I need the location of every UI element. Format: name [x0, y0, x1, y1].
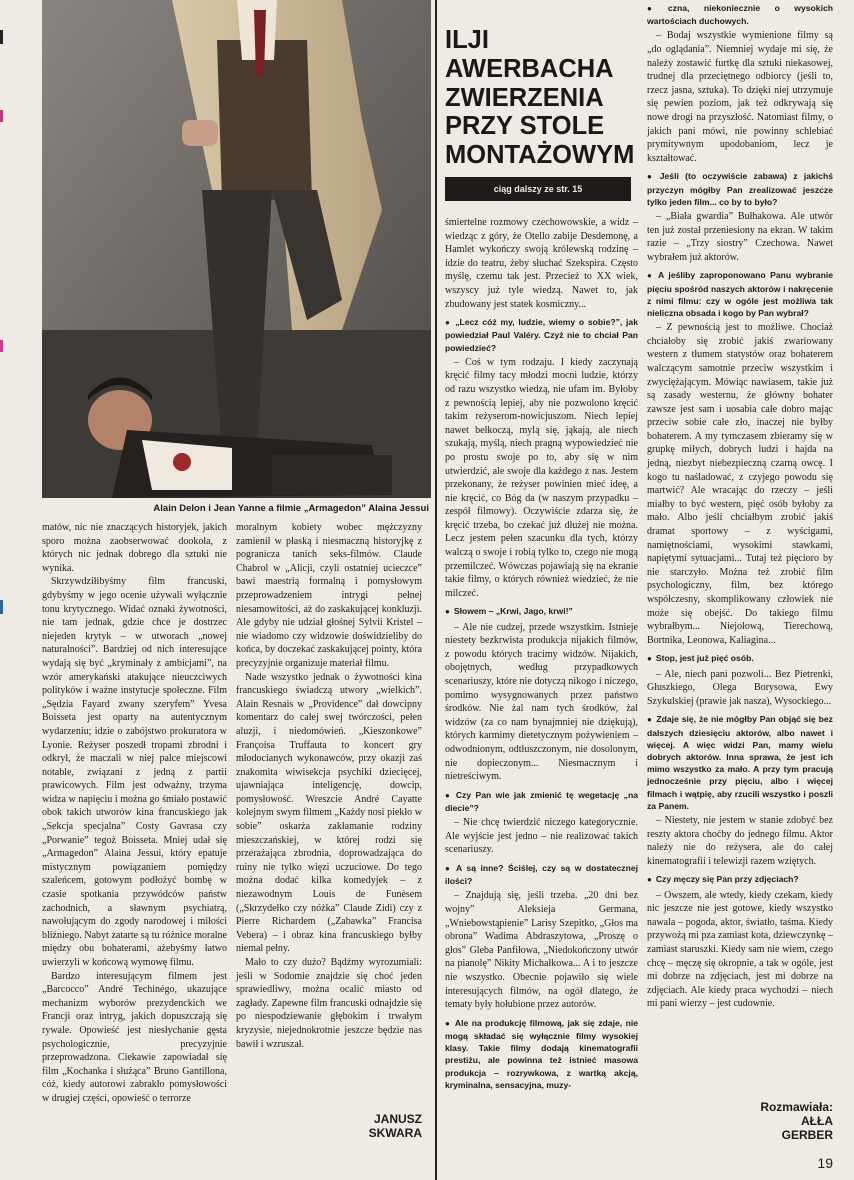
- interviewer-last-name: GERBER: [781, 1128, 833, 1142]
- interview-question: ● Czy Pan wie jak zmienić tę wegetację „na diecie”?: [445, 789, 638, 814]
- interview-answer: – Bodaj wszystkie wymienione filmy są „do oglądania”. Niemniej wydaje mi się, że należy zostawić furtkę dla sztuki niekasowej, trudnej dla przeciętnego odbiorcy (jeśli to, rzecz jasna, sztuka). To dzięki niej utrzymuje się pewien poziom, jak też odkrywają się nowe drogi na przyszłość. Natomiast filmy, o jakich pani mówi, nie powinny schlebiać prymitywnym upodobaniom, lecz je kształtować.: [647, 30, 833, 164]
- interviewer-credit: [700, 1100, 833, 1142]
- interview-answer: – Coś w tym rodzaju. I kiedy zaczynają kręcić filmy tacy młodzi mocni ludzie, którzy od razu wszystko wiedzą, nie ufam im. Byłoby z pewnością lepiej, aby nie pozwolono kręcić takim reżyserom-nowicjuszom. Niech lepiej nawet bełkoczą, mylą się, jąkają, ale niech szukają, myślą, niech pragną wypowiedzieć nie po prostu swoje po to, aby się w nim utwierdzić, ale swoje dla każdego z nas. Jestem przekonany, że reżyser powinien mieć ideę, a nie kręcić, co Bóg da (w naszym przypadku – zespół filmowy). Oczywiście zdarza się, że kręcić trzeba, bo czekać już dłużej nie można. Lecz jestem pełen szacunku dla tych, którzy walczą o swoje i robią tylko to, czego nie mogą przemilczeć. Wówczas pojawiają się na ekranie takie filmy, o których również wiedzieć, że nie milczeć.: [445, 356, 638, 599]
- left-edge-color-tab: [0, 600, 3, 614]
- interview-question: ● Słowem – „Krwi, Jago, krwi!”: [445, 605, 638, 618]
- left-edge-color-tab: [0, 30, 3, 44]
- left-edge-color-tab: [0, 110, 3, 122]
- author-first-name: JANUSZ: [373, 1112, 422, 1126]
- paragraph: Bardzo interesującym filmem jest „Barcocco” André Techinégo, ukazujące mechanizm wyborów prezydenckich we Francji oraz intryg, jakich dopuszczają się rywale. Opowieść jest niesłychanie gęsta psychologicznie, precyzyjnie przeprowadzona. Ciekawie zapowiadał się film „Kochanka i służąca” Bruno Gantillona, cóż, kiedy autorowi zabrakło pomysłowości w drugiej części, opowieść o terrorze: [42, 970, 227, 1104]
- interviewer-label: Rozmawiała:: [760, 1100, 833, 1114]
- interview-question: ● A jeśliby zaproponowano Panu wybranie pięciu spośród naszych aktorów i nakręcenie z nimi filmu: czy w ogóle jest możliwa tak nieliczna obsada i kogo by Pan wybrał?: [647, 269, 833, 319]
- interview-answer: – Niestety, nie jestem w stanie zdobyć bez reszty aktora choćby do jednego filmu. Aktor należy nie do reżysera, ale do całej kinematografii i telewizji razem wziętych.: [647, 815, 833, 867]
- interview-answer: – Z pewnością jest to możliwe. Chociaż chciałoby się zrobić jakiś zwariowany western z tłumem statystów oraz bohaterem walczącym samotnie przeciw wszystkim i zwyciężającym. Mówiąc nawiasem, takie już są zasady westernu, że główny bohater zawsze jest sam i uosabia całe dobro mając przeciw sobie całe zło, inaczej nie byłby bohaterem. A my tymczasem zbieramy się w grupkę miłych, dobrych ludzi i hajda na jedną, niezbyt niebezpieczną czarną owcę. I kogo tu naśladować, z czyjego powodu się martwić? Ale wracając do rzeczy – jeśli miałby to być western, pięć osób byłoby za mało. Albo jeśli chciałbym zrobić jakiś dramat sportowy – z wyścigami, namiętnościami, wysokimi stawkami, napiętymi sytuacjami... Tutaj też pięciorо by nie starczyło. Można też zrobić film psychologiczny, film, bez którego współczesny, skomplikowany człowiek nie może się obejść. Do takiego filmu wybrałbym... Niejołową, Tierechową, Bortnika, Leonowa, Kaliagina...: [647, 322, 833, 646]
- interview-question: ● „Lecz cóż my, ludzie, wiemy o sobie?”, jak powiedział Paul Valéry. Czyż nie to chciał Pan powiedzieć?: [445, 316, 638, 354]
- interview-answer: – Ale nie cudzej, przede wszystkim. Istnieje niestety bezkrwista produkcja nijakich filmów, z powodu których tracimy widzów. Nijakich, obojętnych, według przypadkowych scenariuszy, które nie dotyczą nikogo i niczego, pomimo wysygnowanych przez państwo środków. Nie żal nam tych środków, żal widzów (za co nam bynajmniej nie dziękują), których karmimy dietetycznym pożywieniem – odwodnionym, odtłuszczonym, nie dosolonym, nie dopieczonym... Niesmacznym i nietreściwym.: [445, 621, 638, 783]
- paragraph: Skrzywdziłibyśmy film francuski, gdybyśmy w jego ocenie używali wyłącznie tonu krytycznego. Widać oznaki żywotności, nie tam jednak, gdzie chce je dostrzec niejeden krytyk – w utworach „nowej naturalności”. Bardziej od nich interesujące wydają się być „kryminały z ambicjami”, na wzór amerykański atakujące nieuczciwych polityków i ważne instytucje społeczne. Film „Sędzia Fayard zwany szeryfem” Yvesa Boisseta jest oparty na autentycznym wydarzeniu; idzie o zabójstwo prokuratora w Lyonie. Reżyser poszedł tropami zbrodni i odkrył, że maczali w niej palce miejscowi notable, związani z jedną z partii prawicowych. Film jest odważny, trzyma widza w napięciu i można go śmiało postawić obok takich utworów kina francuskiego jak „Sekcja specjalna” Costy Gavrasa czy „Porwanie” tegoż Boisseta. Mniej udał się „Armagedon” Alaina Jessui, który epatuje mistycznym powiązaniem pomiędzy szaleńcem, gotowym podłożyć bombę w czasie spotkania przywódców państw zachodnich, a sławnym psychiatrą, nawołującym do zgody narodowej i miłości bliźniego. Nabyt zatarte są tu różnice moralne między obu bohaterami, ażebyśmy łatwo uwierzyli w końcową wymowę filmu.: [42, 576, 227, 968]
- paragraph: moralnym kobiety wobec mężczyzny zamienił w płaską i niesmaczną historyjkę z pogranicza tanich seks-filmów. Claude Chabrol w „Alicji, czyli ostatniej ucieczce” bawi maestrią formalną i pomysłowym przeprowadzeniem intrygi pełnej niesamowitości, aż do zaskakującej konkluzji. Ale gdyby nie udział głośnej Sylvii Kristel – nie wiadomo czy widzowie doświdzieliby do końca, by doczekać zaskakującej pointy, która precyzyjnie organizuje materiał filmu.: [236, 522, 422, 669]
- paragraph: Nade wszystko jednak o żywotności kina francuskiego świadczą utwory „wielkich”. Alain Resnais w „Providence” dał dowcipny komentarz do całej swej twórczości, pełen aluzji, i niedomówień. „Kieszonkowe” Françoisa Truffauta to koncert gry młodocianych wykonawców, przy okazji zaś znakomita wiwisekcja psychiki dziecięcej, ujawniająca inteligencję, dowcip, pomysłowość. Wreszcie André Cayatte kolejnym swym filmem „Każdy nosi piekło w sobie” oskarża zakłamanie rodziny mieszczańskiej, w której rodzi się przerażająca zbrodnia, doprowadzająca do ruiny nie tylko więzi uczuciowe. Do tego można dodać kilka komedyjek – z niezawodnym Louis de Funèsem („Skrzydełko czy nóżka” Claude Zidi) czy z Pierre Richardem („Zabawka” Francisa Vebera) – i obraz kina francuskiego byłby niemal pełny.: [236, 671, 422, 955]
- page-number: 19: [817, 1155, 833, 1171]
- interview-answer: – Ale, niech pani pozwoli... Bez Pietrenki, Głuszkiego, Olega Borysowa, Ewy Szykulskiej (prawie jak nasza), Wysockiego...: [647, 668, 833, 707]
- paragraph: Mało to czy dużo? Bądźmy wyrozumiali: jeśli w Sodomie znajdzie się choć jeden sprawiedliwy, można ocalić miasto od zagłady. Zapewne film francuski odnajdzie się po niespodziewanie głębokim i trwałym kryzysie, niejednokrotnie jeszcze będzie nas bawił i wzruszał.: [236, 957, 422, 1050]
- author-signature: [330, 1112, 422, 1140]
- interview-answer: – Owszem, ale wtedy, kiedy czekam, kiedy nic jeszcze nie jest gotowe, kiedy wszystko nawala – pogoda, aktor, światło, taśma. Kiedy przywożą mi pza zamiast kota, dziewczynkę – zamiast staruszki. Kiedy sam nie wiem, czego chcę – męczę się okropnie, a tak w ogóle, jest mi dobrze na zdjęciach, jest mi dobrze na zdjęciach. Ale kiedy praca wychodzi – niech mi pani wierzy – jest cudownie.: [647, 889, 833, 1010]
- interview-question: ● Zdaje się, że nie mógłby Pan objąć się bez dalszych dziesięciu aktorów, albo nawet i więcej. A więc widzi Pan, mamy wielu dobrych aktorów. Inna sprawa, że jest ich mimo wszystko za mało. A przy tym pracują jednocześnie przy pięciu, albo i więcej filmach i wątpię, aby rzucili wszystko i poszli za Panem.: [647, 713, 833, 812]
- interview-column-1: [445, 216, 638, 1093]
- interview-question-continued: ● czna, niekoniecznie o wysokich wartościach duchowych.: [647, 2, 833, 27]
- interview-answer: – „Biała gwardia” Bułhakowa. Ale utwór ten już został przeniesiony na ekran. W takim razie – „Trzy siostry” Czechowa. Nawet wybrałem już aktorów.: [647, 210, 833, 263]
- column-divider: [435, 0, 437, 1180]
- article-column-2: [236, 521, 422, 1051]
- interview-question: ● Ale na produkcję filmową, jak się zdaje, nie mogą składać się wyłącznie filmy wysokiej klasy. Takie filmy dodają kinematografii prestiżu, ale powinna też istnieć masowa produkcja – rozrywkowa, z wartką akcją, kryminalna, sensacyjna, muzy-: [445, 1017, 638, 1091]
- paragraph: matów, nic nie znaczących historyjek, jakich sporo można zaobserwować dookoła, z których nic jednak dobrego dla sztuki nie wynika.: [42, 522, 227, 574]
- interview-question: ● Stop, jest już pięć osób.: [647, 652, 833, 665]
- left-edge-color-tab: [0, 340, 3, 352]
- film-still-illustration: [42, 0, 431, 498]
- film-still-photo: [42, 0, 431, 498]
- interview-column-2: [647, 0, 833, 1011]
- article-title: ILJI AWERBACHA ZWIERZENIA PRZY STOLE MONTAŻOWYM: [445, 26, 635, 170]
- interview-answer: – Znajdują się, jeśli trzeba. „20 dni bez wojny” Aleksieja Germana, „Wniebowstąpienie” Larisy Szepitko, „Głos ma obrona” Wadima Abdraszytowa, „Proszę o głos” Gleba Panfiłowa, „Niedokończony utwór na pianolę” Nikity Michałkowa... A i to jeszcze nie wszystko. Obecnie pojawiło się wiele interesujących filmów, na ogół dlatego, że tematy były hołubione przez autorów.: [445, 890, 638, 1011]
- continued-banner: ciąg dalszy ze str. 15: [445, 177, 631, 201]
- interview-question: ● Jeśli (to oczywiście zabawa) z jakichś przyczyn mógłby Pan zrealizować jeszcze tylko jeden film... co by to było?: [647, 170, 833, 208]
- interview-question: ● A są inne? Ściślej, czy są w dostatecznej ilości?: [445, 862, 638, 887]
- interview-question: ● Czy męczy się Pan przy zdjęciach?: [647, 873, 833, 886]
- interview-answer: – Nie chcę twierdzić niczego kategorycznie. Ale wyjście jest jedno – nie realizować takich scenariuszy.: [445, 817, 638, 856]
- author-last-name: SKWARA: [368, 1126, 422, 1140]
- photo-caption: Alain Delon i Jean Yanne a filmie „Armagedon” Alaina Jessui: [153, 503, 429, 514]
- article-column-1: [42, 521, 227, 1106]
- paragraph: śmiertelne rozmowy czechowowskie, a widz – wiedząc z góry, że Otello zabije Desdemonę, a Hamlet wykończy swoją królewską rodzinę – idzie do teatru, żeby słuchać Szekspira. Często myślę, czemu tak jest. Przecież to XX wiek, wszyscy już tyle wiedzą. Nawet to, jak zbudowany jest statek kosmiczny...: [445, 217, 638, 310]
- interviewer-first-name: AŁŁA: [801, 1114, 833, 1128]
